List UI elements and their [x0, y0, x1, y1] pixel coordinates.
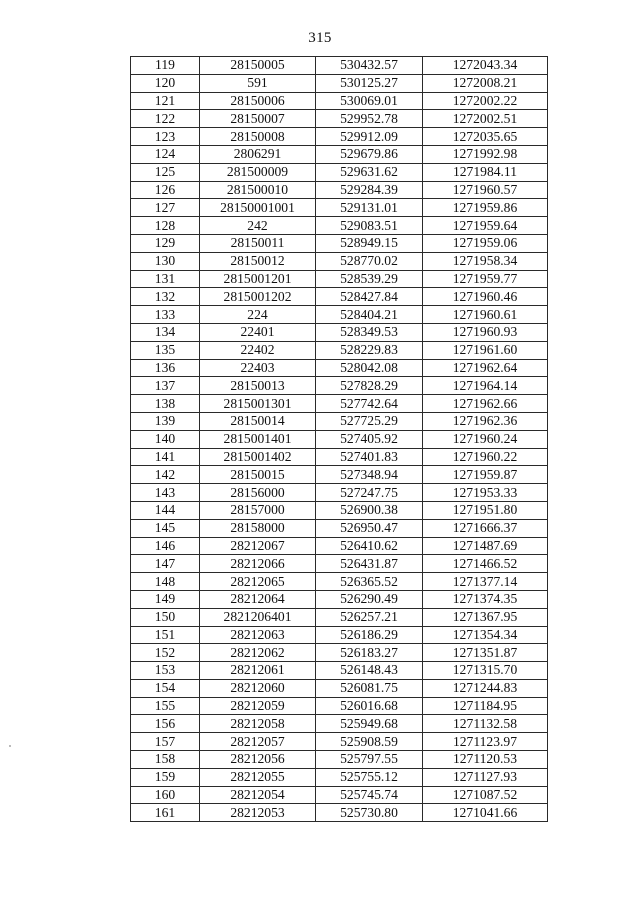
row-number-cell: 149 [131, 590, 200, 608]
x-coordinate-cell: 529284.39 [316, 181, 423, 199]
row-number-cell: 155 [131, 697, 200, 715]
table-row [131, 715, 548, 733]
x-coordinate-cell: 527828.29 [316, 377, 423, 395]
row-number-cell: 153 [131, 662, 200, 680]
row-number-cell: 142 [131, 466, 200, 484]
table-row [131, 519, 548, 537]
point-id-cell: 2815001402 [200, 448, 316, 466]
y-coordinate-cell: 1271123.97 [423, 733, 548, 751]
table-row [131, 270, 548, 288]
table-row [131, 145, 548, 163]
y-coordinate-cell: 1271466.52 [423, 555, 548, 573]
y-coordinate-cell: 1271354.34 [423, 626, 548, 644]
table-row [131, 306, 548, 324]
point-id-cell: 2815001201 [200, 270, 316, 288]
x-coordinate-cell: 528042.08 [316, 359, 423, 377]
row-number-cell: 124 [131, 145, 200, 163]
y-coordinate-cell: 1271666.37 [423, 519, 548, 537]
y-coordinate-cell: 1271951.80 [423, 501, 548, 519]
table-row [131, 110, 548, 128]
x-coordinate-cell: 525797.55 [316, 751, 423, 769]
x-coordinate-cell: 527725.29 [316, 412, 423, 430]
y-coordinate-cell: 1271041.66 [423, 804, 548, 822]
point-id-cell: 28150015 [200, 466, 316, 484]
y-coordinate-cell: 1271244.83 [423, 679, 548, 697]
y-coordinate-cell: 1271984.11 [423, 163, 548, 181]
y-coordinate-cell: 1271315.70 [423, 662, 548, 680]
point-id-cell: 224 [200, 306, 316, 324]
row-number-cell: 158 [131, 751, 200, 769]
row-number-cell: 131 [131, 270, 200, 288]
point-id-cell: 22403 [200, 359, 316, 377]
row-number-cell: 148 [131, 573, 200, 591]
table-row [131, 537, 548, 555]
x-coordinate-cell: 528404.21 [316, 306, 423, 324]
x-coordinate-cell: 525745.74 [316, 786, 423, 804]
y-coordinate-cell: 1271962.36 [423, 412, 548, 430]
table-row [131, 679, 548, 697]
x-coordinate-cell: 529912.09 [316, 128, 423, 146]
row-number-cell: 143 [131, 484, 200, 502]
point-id-cell: 28212056 [200, 751, 316, 769]
row-number-cell: 160 [131, 786, 200, 804]
table-row [131, 430, 548, 448]
point-id-cell: 28150011 [200, 234, 316, 252]
point-id-cell: 28212064 [200, 590, 316, 608]
table-row [131, 341, 548, 359]
x-coordinate-cell: 530125.27 [316, 74, 423, 92]
x-coordinate-cell: 526290.49 [316, 590, 423, 608]
point-id-cell: 2815001202 [200, 288, 316, 306]
point-id-cell: 28150006 [200, 92, 316, 110]
table-row [131, 57, 548, 75]
point-id-cell: 28212066 [200, 555, 316, 573]
table-row [131, 288, 548, 306]
row-number-cell: 146 [131, 537, 200, 555]
x-coordinate-cell: 527247.75 [316, 484, 423, 502]
point-id-cell: 28212060 [200, 679, 316, 697]
coordinates-table [130, 56, 548, 822]
table-row [131, 234, 548, 252]
point-id-cell: 28150005 [200, 57, 316, 75]
y-coordinate-cell: 1271960.24 [423, 430, 548, 448]
x-coordinate-cell: 526183.27 [316, 644, 423, 662]
point-id-cell: 591 [200, 74, 316, 92]
table-row [131, 644, 548, 662]
point-id-cell: 22402 [200, 341, 316, 359]
point-id-cell: 28212059 [200, 697, 316, 715]
table-row [131, 751, 548, 769]
row-number-cell: 135 [131, 341, 200, 359]
y-coordinate-cell: 1271377.14 [423, 573, 548, 591]
y-coordinate-cell: 1271959.87 [423, 466, 548, 484]
x-coordinate-cell: 526081.75 [316, 679, 423, 697]
row-number-cell: 147 [131, 555, 200, 573]
y-coordinate-cell: 1271959.86 [423, 199, 548, 217]
y-coordinate-cell: 1271351.87 [423, 644, 548, 662]
page-number: 315 [308, 30, 332, 46]
y-coordinate-cell: 1271374.35 [423, 590, 548, 608]
row-number-cell: 139 [131, 412, 200, 430]
row-number-cell: 129 [131, 234, 200, 252]
x-coordinate-cell: 527348.94 [316, 466, 423, 484]
x-coordinate-cell: 526148.43 [316, 662, 423, 680]
row-number-cell: 132 [131, 288, 200, 306]
y-coordinate-cell: 1271964.14 [423, 377, 548, 395]
row-number-cell: 120 [131, 74, 200, 92]
x-coordinate-cell: 529679.86 [316, 145, 423, 163]
point-id-cell: 2821206401 [200, 608, 316, 626]
y-coordinate-cell: 1272002.51 [423, 110, 548, 128]
point-id-cell: 28212054 [200, 786, 316, 804]
row-number-cell: 122 [131, 110, 200, 128]
table-row [131, 412, 548, 430]
point-id-cell: 28212062 [200, 644, 316, 662]
row-number-cell: 144 [131, 501, 200, 519]
point-id-cell: 28156000 [200, 484, 316, 502]
row-number-cell: 161 [131, 804, 200, 822]
table-row [131, 252, 548, 270]
table-row [131, 323, 548, 341]
table-row [131, 163, 548, 181]
table-row [131, 608, 548, 626]
x-coordinate-cell: 526900.38 [316, 501, 423, 519]
point-id-cell: 281500010 [200, 181, 316, 199]
row-number-cell: 130 [131, 252, 200, 270]
x-coordinate-cell: 528949.15 [316, 234, 423, 252]
margin-speck [9, 745, 11, 747]
point-id-cell: 28150001001 [200, 199, 316, 217]
y-coordinate-cell: 1271958.34 [423, 252, 548, 270]
table-row [131, 501, 548, 519]
y-coordinate-cell: 1271962.64 [423, 359, 548, 377]
y-coordinate-cell: 1271959.77 [423, 270, 548, 288]
table-row [131, 697, 548, 715]
table-row [131, 626, 548, 644]
table-row [131, 181, 548, 199]
row-number-cell: 121 [131, 92, 200, 110]
y-coordinate-cell: 1272043.34 [423, 57, 548, 75]
table-row [131, 466, 548, 484]
y-coordinate-cell: 1272002.22 [423, 92, 548, 110]
x-coordinate-cell: 529083.51 [316, 217, 423, 235]
x-coordinate-cell: 530069.01 [316, 92, 423, 110]
row-number-cell: 156 [131, 715, 200, 733]
row-number-cell: 136 [131, 359, 200, 377]
row-number-cell: 133 [131, 306, 200, 324]
point-id-cell: 28212067 [200, 537, 316, 555]
table-row [131, 128, 548, 146]
table-row [131, 74, 548, 92]
table-row [131, 768, 548, 786]
point-id-cell: 28150013 [200, 377, 316, 395]
x-coordinate-cell: 528770.02 [316, 252, 423, 270]
y-coordinate-cell: 1271960.22 [423, 448, 548, 466]
x-coordinate-cell: 525949.68 [316, 715, 423, 733]
y-coordinate-cell: 1271960.93 [423, 323, 548, 341]
x-coordinate-cell: 526950.47 [316, 519, 423, 537]
table-row [131, 395, 548, 413]
x-coordinate-cell: 525908.59 [316, 733, 423, 751]
row-number-cell: 125 [131, 163, 200, 181]
y-coordinate-cell: 1272008.21 [423, 74, 548, 92]
table-row [131, 448, 548, 466]
x-coordinate-cell: 530432.57 [316, 57, 423, 75]
x-coordinate-cell: 526186.29 [316, 626, 423, 644]
y-coordinate-cell: 1271961.60 [423, 341, 548, 359]
point-id-cell: 281500009 [200, 163, 316, 181]
row-number-cell: 141 [131, 448, 200, 466]
table-row [131, 359, 548, 377]
table-row [131, 555, 548, 573]
table-row [131, 733, 548, 751]
point-id-cell: 28212058 [200, 715, 316, 733]
x-coordinate-cell: 526365.52 [316, 573, 423, 591]
row-number-cell: 119 [131, 57, 200, 75]
row-number-cell: 157 [131, 733, 200, 751]
y-coordinate-cell: 1271127.93 [423, 768, 548, 786]
y-coordinate-cell: 1271960.57 [423, 181, 548, 199]
x-coordinate-cell: 528539.29 [316, 270, 423, 288]
y-coordinate-cell: 1271959.06 [423, 234, 548, 252]
row-number-cell: 134 [131, 323, 200, 341]
x-coordinate-cell: 526257.21 [316, 608, 423, 626]
row-number-cell: 159 [131, 768, 200, 786]
table-row [131, 199, 548, 217]
point-id-cell: 28212053 [200, 804, 316, 822]
y-coordinate-cell: 1271120.53 [423, 751, 548, 769]
point-id-cell: 2806291 [200, 145, 316, 163]
y-coordinate-cell: 1271992.98 [423, 145, 548, 163]
x-coordinate-cell: 527401.83 [316, 448, 423, 466]
point-id-cell: 22401 [200, 323, 316, 341]
x-coordinate-cell: 525730.80 [316, 804, 423, 822]
table-row [131, 590, 548, 608]
table-row [131, 786, 548, 804]
y-coordinate-cell: 1271367.95 [423, 608, 548, 626]
point-id-cell: 28212065 [200, 573, 316, 591]
x-coordinate-cell: 526410.62 [316, 537, 423, 555]
table-row [131, 92, 548, 110]
row-number-cell: 137 [131, 377, 200, 395]
y-coordinate-cell: 1271132.58 [423, 715, 548, 733]
y-coordinate-cell: 1271960.46 [423, 288, 548, 306]
point-id-cell: 28157000 [200, 501, 316, 519]
x-coordinate-cell: 528349.53 [316, 323, 423, 341]
y-coordinate-cell: 1272035.65 [423, 128, 548, 146]
row-number-cell: 145 [131, 519, 200, 537]
row-number-cell: 152 [131, 644, 200, 662]
table-row [131, 377, 548, 395]
point-id-cell: 28212057 [200, 733, 316, 751]
point-id-cell: 28150014 [200, 412, 316, 430]
table-row [131, 573, 548, 591]
table-row [131, 484, 548, 502]
point-id-cell: 28212063 [200, 626, 316, 644]
y-coordinate-cell: 1271087.52 [423, 786, 548, 804]
row-number-cell: 138 [131, 395, 200, 413]
table-body [131, 57, 548, 822]
x-coordinate-cell: 525755.12 [316, 768, 423, 786]
y-coordinate-cell: 1271962.66 [423, 395, 548, 413]
point-id-cell: 2815001401 [200, 430, 316, 448]
point-id-cell: 2815001301 [200, 395, 316, 413]
point-id-cell: 28158000 [200, 519, 316, 537]
row-number-cell: 123 [131, 128, 200, 146]
x-coordinate-cell: 527742.64 [316, 395, 423, 413]
y-coordinate-cell: 1271960.61 [423, 306, 548, 324]
x-coordinate-cell: 528427.84 [316, 288, 423, 306]
row-number-cell: 150 [131, 608, 200, 626]
y-coordinate-cell: 1271184.95 [423, 697, 548, 715]
y-coordinate-cell: 1271959.64 [423, 217, 548, 235]
table-row [131, 217, 548, 235]
point-id-cell: 28150012 [200, 252, 316, 270]
table-row [131, 662, 548, 680]
x-coordinate-cell: 529131.01 [316, 199, 423, 217]
point-id-cell: 242 [200, 217, 316, 235]
x-coordinate-cell: 529631.62 [316, 163, 423, 181]
point-id-cell: 28150007 [200, 110, 316, 128]
row-number-cell: 154 [131, 679, 200, 697]
row-number-cell: 126 [131, 181, 200, 199]
point-id-cell: 28150008 [200, 128, 316, 146]
y-coordinate-cell: 1271953.33 [423, 484, 548, 502]
x-coordinate-cell: 526431.87 [316, 555, 423, 573]
row-number-cell: 140 [131, 430, 200, 448]
point-id-cell: 28212055 [200, 768, 316, 786]
x-coordinate-cell: 526016.68 [316, 697, 423, 715]
x-coordinate-cell: 527405.92 [316, 430, 423, 448]
x-coordinate-cell: 528229.83 [316, 341, 423, 359]
x-coordinate-cell: 529952.78 [316, 110, 423, 128]
row-number-cell: 151 [131, 626, 200, 644]
row-number-cell: 127 [131, 199, 200, 217]
row-number-cell: 128 [131, 217, 200, 235]
y-coordinate-cell: 1271487.69 [423, 537, 548, 555]
table-row [131, 804, 548, 822]
point-id-cell: 28212061 [200, 662, 316, 680]
